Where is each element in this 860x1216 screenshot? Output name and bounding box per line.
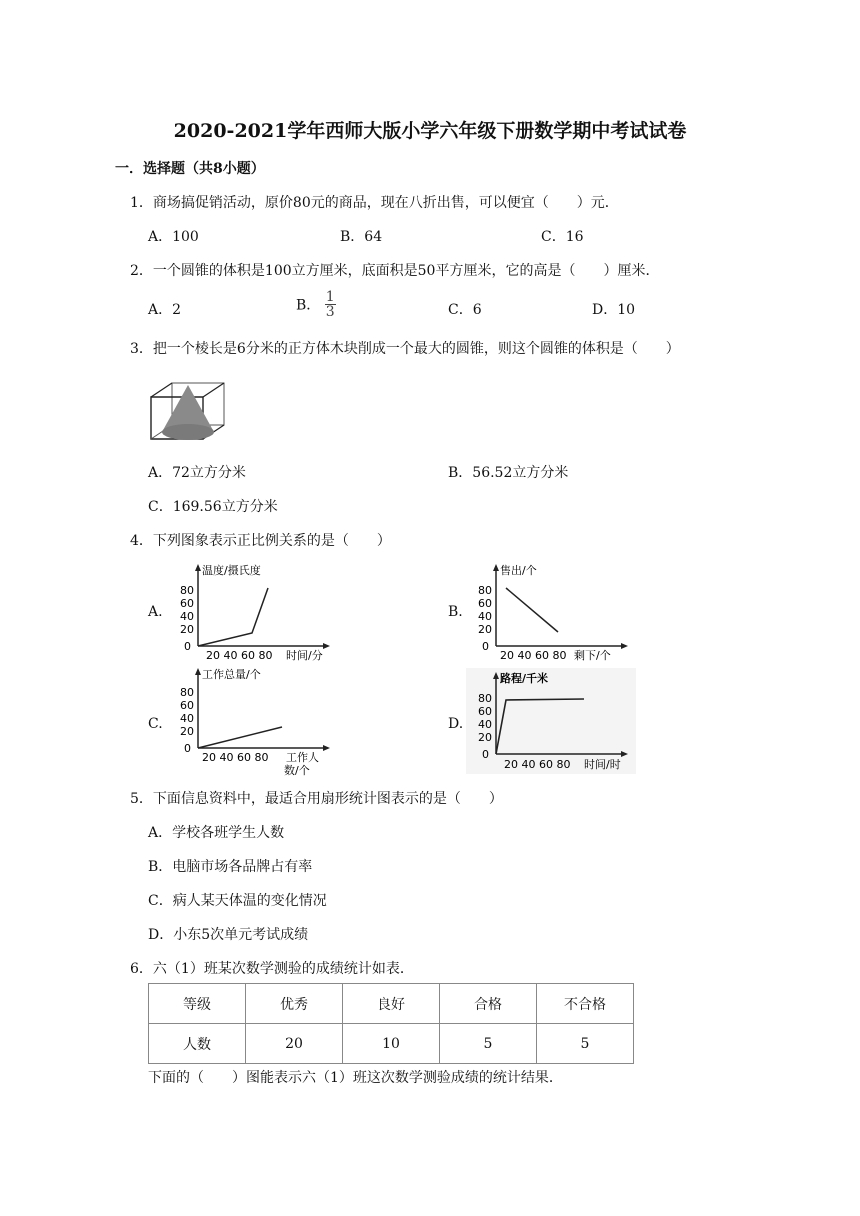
q4-option-c[interactable]: C. (148, 716, 163, 732)
q5-option-d[interactable]: D．小东5次单元考试成绩 (148, 927, 309, 943)
graph-d-ytick-60: 60 (478, 705, 492, 718)
q2-option-c[interactable]: C．6 (448, 302, 482, 318)
table-cell: 合格 (440, 984, 537, 1024)
q5-option-c[interactable]: C．病人某天体温的变化情况 (148, 893, 327, 909)
graph-a-origin: 0 (184, 640, 191, 653)
graph-c-ytick-40: 40 (180, 712, 194, 725)
q1-option-a[interactable]: A．100 (148, 229, 199, 245)
table-cell: 等级 (149, 984, 246, 1024)
graph-a-xticks: 20 40 60 80 (206, 649, 273, 662)
graph-c (168, 664, 348, 776)
graph-d-ytick-20: 20 (478, 731, 492, 744)
question-5: 5．下面信息资料中，最适合用扇形统计图表示的是（ ） (130, 791, 503, 807)
table-cell: 良好 (343, 984, 440, 1024)
graph-a-ytick-40: 40 (180, 610, 194, 623)
q4-option-a[interactable]: A. (148, 604, 163, 620)
graph-c-xticks: 20 40 60 80 (202, 751, 269, 764)
graph-c-ytick-60: 60 (180, 699, 194, 712)
graph-a-xlabel: 时间/分 (286, 649, 323, 662)
table-cell: 优秀 (246, 984, 343, 1024)
section-heading: 一．选择题（共8小题） (115, 161, 265, 177)
table-row (149, 1024, 634, 1064)
graph-c-line (198, 727, 282, 748)
q2-option-d[interactable]: D．10 (592, 302, 636, 318)
graph-b-ytick-40: 40 (478, 610, 492, 623)
cube-cone-figure (148, 375, 230, 445)
table-cell: 5 (537, 1024, 634, 1064)
q3-option-a[interactable]: A．72立方分米 (148, 465, 246, 481)
graph-b-origin: 0 (482, 640, 489, 653)
q4-option-d[interactable]: D. (448, 716, 464, 732)
graph-b-ytick-80: 80 (478, 584, 492, 597)
q4-option-b[interactable]: B. (448, 604, 463, 620)
q1-option-b[interactable]: B．64 (340, 229, 383, 245)
question-1: 1．商场搞促销活动，原价80元的商品，现在八折出售，可以便宜（ ）元． (130, 195, 619, 211)
q5-option-a[interactable]: A．学校各班学生人数 (148, 825, 285, 841)
graph-a-ytick-20: 20 (180, 623, 194, 636)
q5-option-b[interactable]: B．电脑市场各品牌占有率 (148, 859, 313, 875)
graph-c-ylabel: 工作总量/个 (202, 668, 261, 681)
question-6-followup: 下面的（ ）图能表示六（1）班这次数学测验成绩的统计结果． (148, 1070, 563, 1086)
table-cell: 人数 (149, 1024, 246, 1064)
q2-option-a[interactable]: A．2 (148, 302, 182, 318)
graph-d-origin: 0 (482, 748, 489, 761)
graph-a-ylabel: 温度/摄氏度 (202, 564, 261, 577)
fraction-numerator: 1 (325, 289, 335, 305)
graph-c-origin: 0 (184, 742, 191, 755)
graph-b-ytick-60: 60 (478, 597, 492, 610)
graph-d-xticks: 20 40 60 80 (504, 758, 571, 771)
table-cell: 20 (246, 1024, 343, 1064)
fraction-denominator: 3 (325, 304, 335, 320)
graph-d-ytick-40: 40 (478, 718, 492, 731)
table-cell: 不合格 (537, 984, 634, 1024)
question-2: 2．一个圆锥的体积是100立方厘米，底面积是50平方厘米，它的高是（ ）厘米． (130, 263, 660, 279)
graph-b-xlabel: 剩下/个 (574, 649, 611, 662)
question-4: 4．下列图象表示正比例关系的是（ ） (130, 533, 391, 549)
question-3: 3．把一个棱长是6分米的正方体木块削成一个最大的圆锥，则这个圆锥的体积是（ ） (130, 341, 680, 357)
graph-a (168, 560, 338, 662)
graph-d-ylabel: 路程/千米 (500, 672, 549, 685)
fraction-one-third (325, 290, 336, 319)
graph-a-ytick-60: 60 (180, 597, 194, 610)
graph-d-ytick-80: 80 (478, 692, 492, 705)
table-cell: 10 (343, 1024, 440, 1064)
graph-b-ytick-20: 20 (478, 623, 492, 636)
graph-b (466, 560, 636, 662)
graph-d (466, 668, 636, 774)
q3-option-c[interactable]: C．169.56立方分米 (148, 499, 278, 515)
graph-a-ytick-80: 80 (180, 584, 194, 597)
q2-option-b[interactable] (296, 290, 336, 319)
graph-d-xlabel: 时间/时 (584, 758, 621, 771)
question-6: 6．六（1）班某次数学测验的成绩统计如表． (130, 961, 414, 977)
grade-table (148, 983, 634, 1064)
graph-b-line (506, 588, 558, 632)
table-header-row (149, 984, 634, 1024)
graph-b-xticks: 20 40 60 80 (500, 649, 567, 662)
graph-b-ylabel: 售出/个 (500, 564, 537, 577)
graph-c-ytick-80: 80 (180, 686, 194, 699)
page-title: 2020-2021学年西师大版小学六年级下册数学期中考试试卷 (173, 120, 687, 142)
q3-option-b[interactable]: B．56.52立方分米 (448, 465, 569, 481)
table-cell: 5 (440, 1024, 537, 1064)
graph-c-xlabel-2: 数/个 (284, 764, 310, 776)
graph-a-line (198, 588, 268, 646)
graph-c-ytick-20: 20 (180, 725, 194, 738)
q1-option-c[interactable]: C．16 (541, 229, 584, 245)
graph-c-xlabel-1: 工作人 (286, 751, 319, 764)
q2-option-b-label: B． (296, 297, 321, 314)
